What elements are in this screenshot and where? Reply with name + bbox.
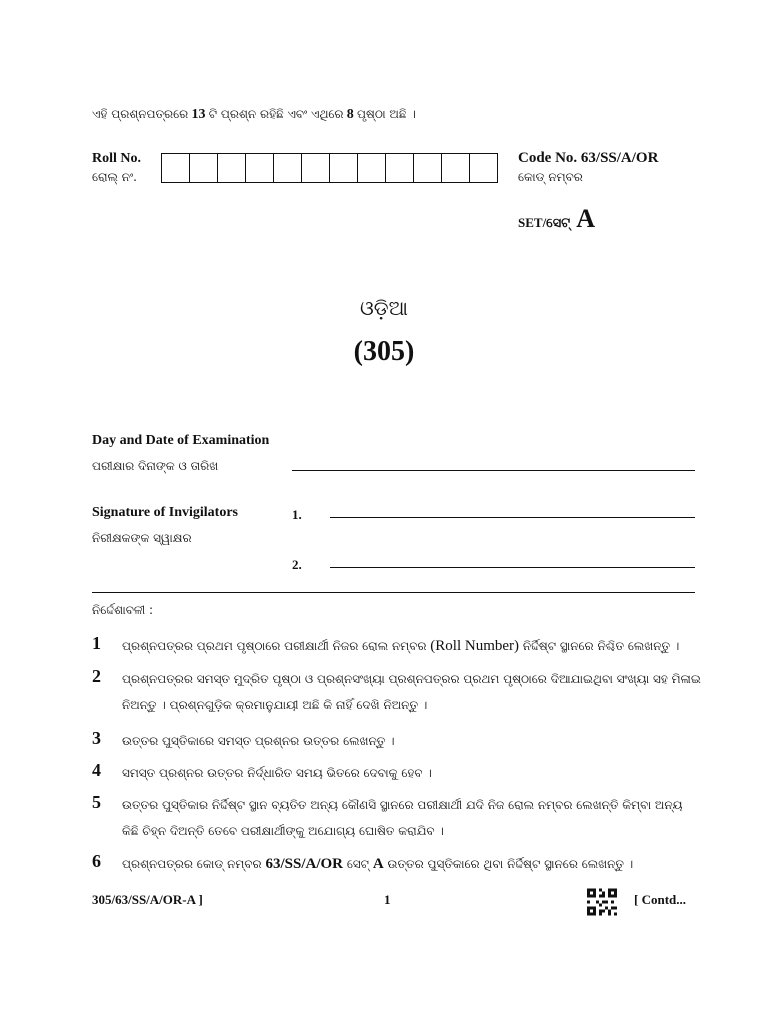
section-divider [92,592,695,593]
roll-number-box[interactable] [386,153,414,183]
roll-number-box[interactable] [162,153,190,183]
exam-date-label: Day and Date of Examination [92,433,270,448]
subject-title: ଓଡ଼ିଆ [360,296,408,320]
question-count: 13 [191,107,206,122]
note-middle: ଟି ପ୍ରଶ୍ନ ରହିଛି ଏବଂ ଏଥିରେ [208,107,344,121]
instruction-number: 1 [92,633,101,653]
exam-date-line[interactable] [292,470,695,471]
instruction-item-2 [92,666,702,718]
footer-paper-code: 305/63/SS/A/OR-A ] [92,892,203,907]
instructions-title: ନିର୍ଦ୍ଦେଶାବଳୀ : [92,603,154,617]
invigilator-2-number: 2. [292,557,302,572]
instruction-text: ପ୍ରଶ୍ନପତ୍ରର ପ୍ରଥମ ପୃଷ୍ଠାରେ ପରୀକ୍ଷାର୍ଥୀ ନିଜର ରୋଲ ନମ୍ବର [122,639,427,653]
instruction-text: ପ୍ରଶ୍ନପତ୍ରର ସମସ୍ତ ମୁଦ୍ରିତ ପୃଷ୍ଠା ଓ ପ୍ରଶ୍ନସଂଖ୍ୟା ପ୍ରଶ୍ନପତ୍ରର ପ୍ରଥମ ପୃଷ୍ଠାରେ ଦିଆଯାଇଥିବା ସଂଖ୍ୟା ସହ ମିଳାଇ ନିଅନ୍ତୁ । ପ୍ରଶ୍ନଗୁଡ଼ିକ କ୍ରମାନୁଯାୟୀ ଅଛି କି ନାହିଁ ଦେଖି ନିଅନ୍ତୁ । [122,672,701,712]
roll-number-term: (Roll Number) [430,638,520,654]
instruction-item-1 [92,633,702,659]
roll-number-box[interactable] [442,153,470,183]
note-suffix: ପୃଷ୍ଠା ଅଛି । [357,107,416,121]
roll-number-box[interactable] [190,153,218,183]
set-letter-value: A [372,856,384,872]
roll-number-box[interactable] [414,153,442,183]
code-number-label: Code No. 63/SS/A/OR [518,150,659,166]
instruction-item-5 [92,792,702,844]
roll-number-label-odia: ରୋଲ୍ ନଂ. [92,170,137,184]
invigilator-signature-label-odia: ନିରୀକ୍ଷକଙ୍କ ସ୍ୱାକ୍ଷର [92,531,192,545]
roll-number-boxes[interactable] [161,153,498,183]
subject-code: (305) [353,336,415,367]
qr-code-icon [587,888,617,916]
set-value: A [576,204,595,233]
roll-number-box[interactable] [358,153,386,183]
instruction-item-4 [92,760,702,786]
instruction-number: 4 [92,760,101,780]
page-number: 1 [384,892,391,907]
roll-number-box[interactable] [218,153,246,183]
invigilator-2-line[interactable] [330,567,695,568]
invigilator-1-number: 1. [292,507,302,522]
instruction-text: ଉତ୍ତର ପୁସ୍ତିକାରେ ସମସ୍ତ ପ୍ରଶ୍ନର ଉତ୍ତର ଲେଖନ୍ତୁ । [122,734,395,748]
page-count: 8 [346,107,354,122]
instruction-number: 6 [92,851,101,871]
instruction-number: 2 [92,666,101,686]
roll-number-box[interactable] [274,153,302,183]
roll-number-label: Roll No. [92,151,141,166]
exam-date-label-odia: ପରୀକ୍ଷାର ଦିନାଙ୍କ ଓ ତାରିଖ [92,459,219,473]
note-prefix: ଏହି ପ୍ରଶ୍ନପତ୍ରରେ [92,107,189,121]
continued-indicator: [ Contd... [634,892,687,907]
set-label: SET/ସେଟ୍ [518,215,571,230]
roll-number-box[interactable] [246,153,274,183]
code-number-label-odia: କୋଡ୍ ନମ୍ବର [518,170,583,184]
instruction-number: 3 [92,728,101,748]
roll-number-box[interactable] [330,153,358,183]
instruction-text: ନିର୍ଦ୍ଦିଷ୍ଟ ସ୍ଥାନରେ ନିଶ୍ଚିତ ଲେଖନ୍ତୁ । [522,639,680,653]
page-count-note [92,106,416,123]
set-indicator [518,204,595,234]
instruction-item-6 [92,851,702,877]
code-number-value: 63/SS/A/OR [265,856,344,872]
instruction-text: ସେଟ୍ [346,857,369,871]
invigilator-1-line[interactable] [330,517,695,518]
roll-number-box[interactable] [302,153,330,183]
instruction-text: ସମସ୍ତ ପ୍ରଶ୍ନର ଉତ୍ତର ନିର୍ଦ୍ଧାରିତ ସମୟ ଭିତରେ ଦେବାକୁ ହେବ । [122,766,432,780]
roll-number-box[interactable] [470,153,498,183]
instruction-item-3 [92,728,702,754]
instruction-text: ଉତ୍ତର ପୁସ୍ତିକାରେ ଥିବା ନିର୍ଦ୍ଦିଷ୍ଟ ସ୍ଥାନରେ ଲେଖନ୍ତୁ । [387,857,634,871]
instruction-text: ପ୍ରଶ୍ନପତ୍ରର କୋଡ୍ ନମ୍ବର [122,857,262,871]
instruction-number: 5 [92,792,101,812]
invigilator-signature-label: Signature of Invigilators [92,505,238,520]
instruction-text: ଉତ୍ତର ପୁସ୍ତିକାର ନିର୍ଦ୍ଦିଷ୍ଟ ସ୍ଥାନ ବ୍ୟତିତ ଅନ୍ୟ କୌଣସି ସ୍ଥାନରେ ପରୀକ୍ଷାର୍ଥୀ ଯଦି ନିଜ ରୋଲ ନମ୍ବର ଲେଖନ୍ତି କିମ୍ବା ଅନ୍ୟ କିଛି ଚିହ୍ନ ଦିଅନ୍ତି ତେବେ ପରୀକ୍ଷାର୍ଥୀଙ୍କୁ ଅଯୋଗ୍ୟ ଘୋଷିତ କରାଯିବ । [122,798,683,838]
